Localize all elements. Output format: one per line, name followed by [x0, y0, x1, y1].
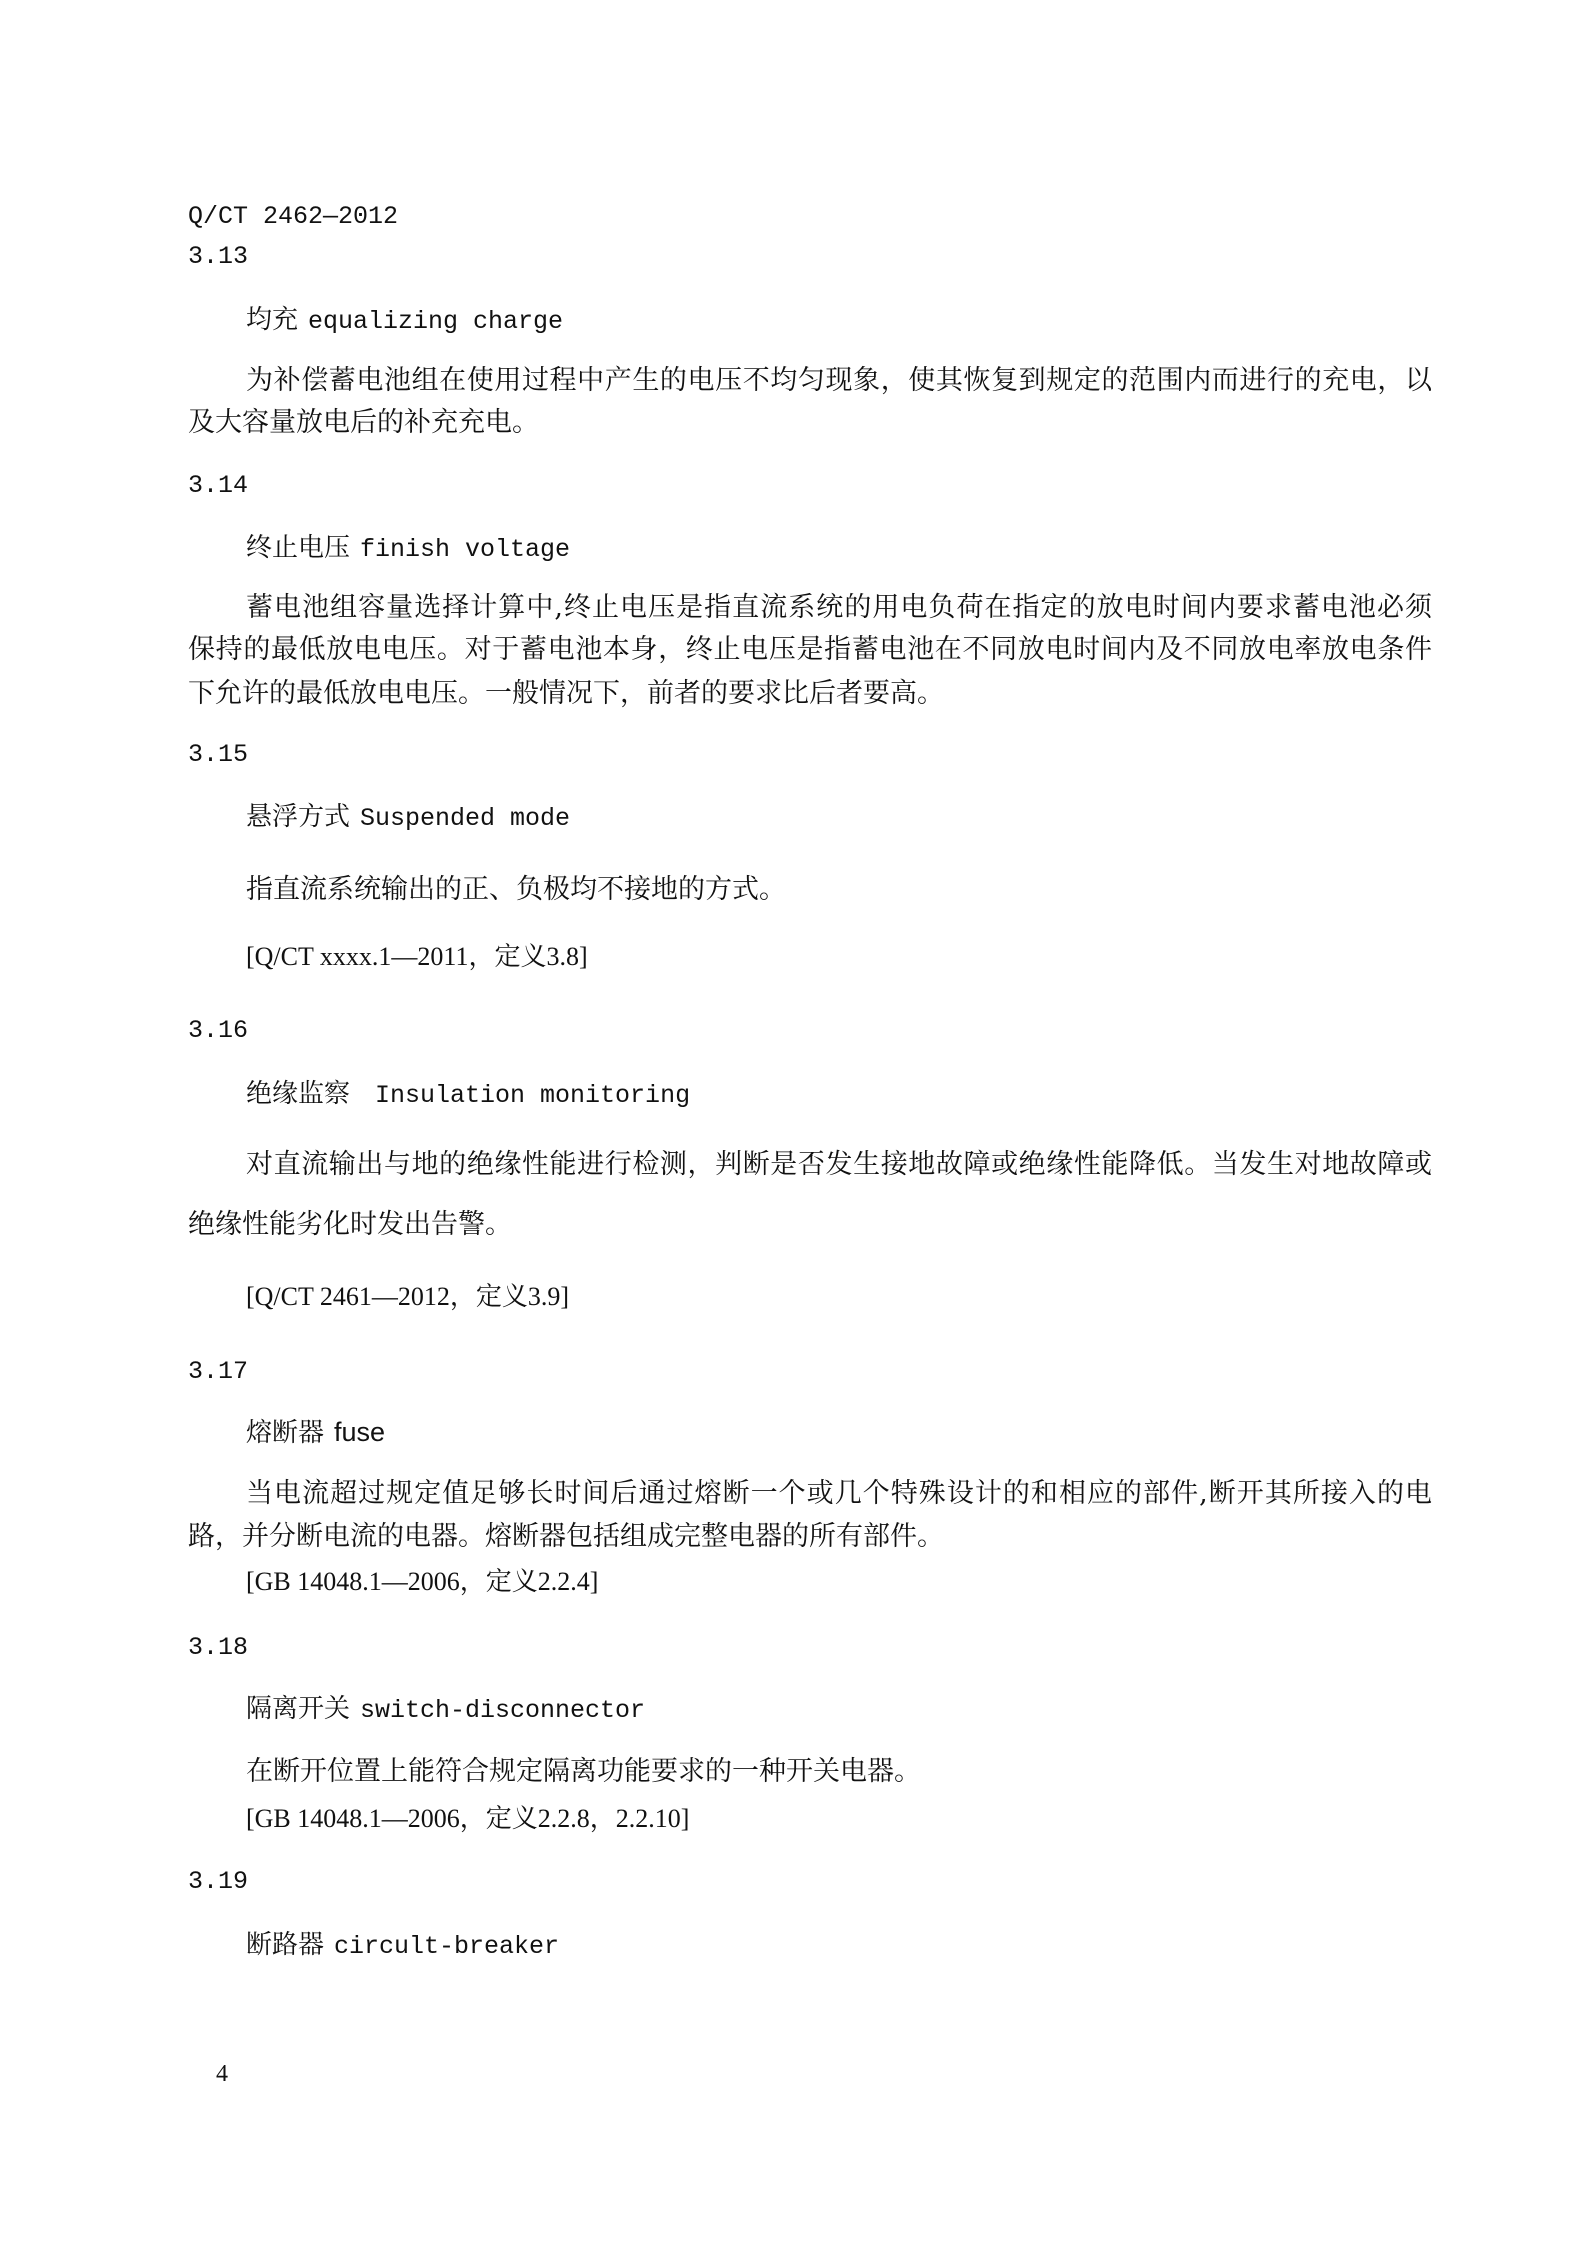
- section-number: 3.13: [188, 242, 249, 271]
- term-en: fuse: [334, 1417, 386, 1447]
- definition-line: 下允许的最低放电电压。一般情况下，前者的要求比后者要高。: [188, 678, 944, 709]
- term-heading: [246, 530, 570, 566]
- section-number: 3.16: [188, 1016, 249, 1045]
- definition-line: 当电流超过规定值足够长时间后通过熔断一个或几个特殊设计的和相应的部件,断开其所接入的电: [246, 1478, 1432, 1509]
- definition-line: 为补偿蓄电池组在使用过程中产生的电压不均匀现象，使其恢复到规定的范围内而进行的充电，以: [246, 365, 1432, 396]
- term-en: finish voltage: [360, 535, 571, 564]
- page-number: 4: [216, 2061, 228, 2087]
- term-zh: 断路器: [246, 1930, 325, 1960]
- term-zh: 隔离开关: [246, 1694, 351, 1724]
- term-heading: [246, 1691, 645, 1727]
- definition-line: 指直流系统输出的正、负极均不接地的方式。: [246, 874, 786, 905]
- term-zh: 均充: [246, 305, 299, 335]
- definition-line: 对直流输出与地的绝缘性能进行检测，判断是否发生接地故障或绝缘性能降低。当发生对地故障或: [246, 1149, 1432, 1180]
- definition-line: 及大容量放电后的补充充电。: [188, 407, 539, 438]
- definition-line: 保持的最低放电电压。对于蓄电池本身，终止电压是指蓄电池在不同放电时间内及不同放电率放电条件: [188, 634, 1432, 665]
- reference: [Q/CT 2461—2012，定义3.9]: [246, 1282, 570, 1311]
- term-heading: [246, 1927, 559, 1963]
- document-header: Q/CT 2462—2012: [188, 202, 399, 231]
- term-en: switch-disconnector: [360, 1696, 646, 1725]
- term-en: Suspended mode: [360, 804, 571, 833]
- term-heading: [246, 799, 570, 835]
- definition-line: 在断开位置上能符合规定隔离功能要求的一种开关电器。: [246, 1756, 921, 1787]
- section-number: 3.18: [188, 1633, 249, 1662]
- section-number: 3.14: [188, 471, 249, 500]
- section-number: 3.17: [188, 1357, 249, 1386]
- definition-line: 绝缘性能劣化时发出告警。: [188, 1209, 512, 1240]
- section-number: 3.15: [188, 740, 249, 769]
- term-zh: 悬浮方式: [246, 802, 351, 832]
- definition-line: 蓄电池组容量选择计算中,终止电压是指直流系统的用电负荷在指定的放电时间内要求蓄电池必须: [246, 592, 1432, 623]
- definition-line: 路，并分断电流的电器。熔断器包括组成完整电器的所有部件。: [188, 1521, 944, 1552]
- term-heading: [246, 1414, 385, 1450]
- term-en: circult-breaker: [334, 1932, 560, 1961]
- term-zh: 熔断器: [246, 1418, 325, 1448]
- term-heading: [246, 302, 563, 338]
- reference: [GB 14048.1—2006，定义2.2.8，2.2.10]: [246, 1804, 690, 1833]
- section-number: 3.19: [188, 1867, 249, 1896]
- term-en: Insulation monitoring: [360, 1081, 691, 1110]
- term-en: equalizing charge: [308, 307, 564, 336]
- reference: [GB 14048.1—2006，定义2.2.4]: [246, 1567, 599, 1596]
- term-heading: [246, 1076, 690, 1112]
- term-zh: 绝缘监察: [246, 1079, 351, 1109]
- reference: [Q/CT xxxx.1—2011，定义3.8]: [246, 942, 588, 971]
- term-zh: 终止电压: [246, 533, 351, 563]
